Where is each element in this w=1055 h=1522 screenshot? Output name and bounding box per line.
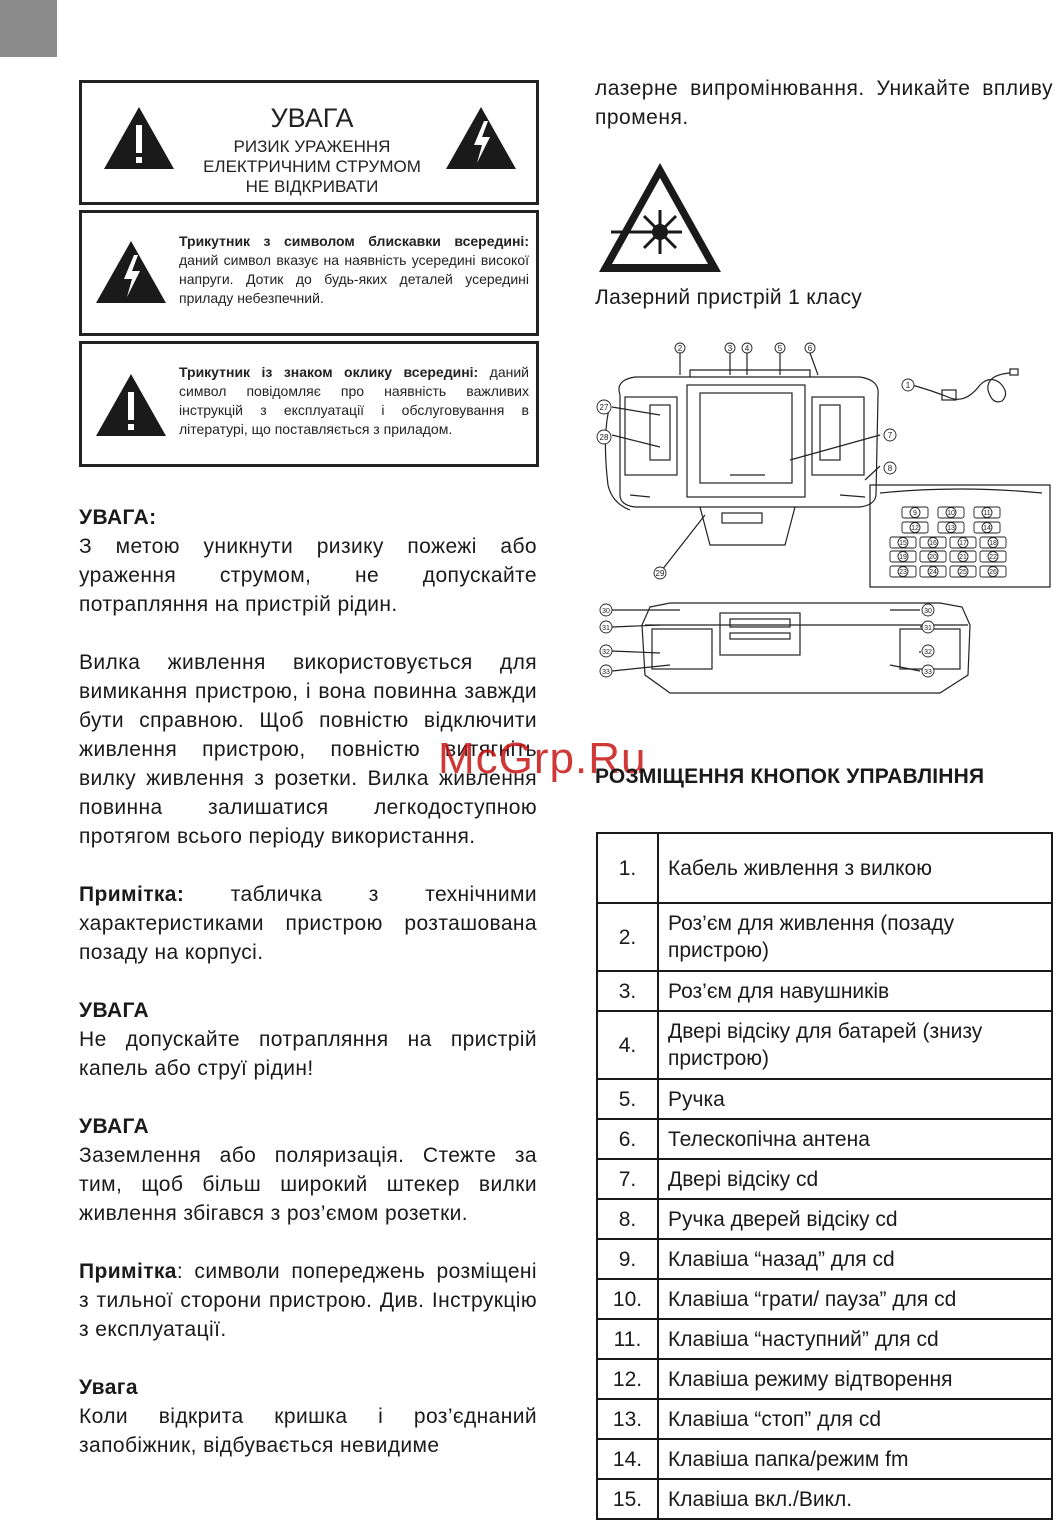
paragraph-text: табличка з технічними характеристиками пристрою розташована позаду на корпусі. xyxy=(79,883,537,964)
table-row xyxy=(597,1319,1052,1359)
laser-caption: Лазерний пристрій 1 класу xyxy=(595,286,863,309)
paragraph-heading: Примітка: xyxy=(79,883,185,906)
paragraph-text: Не допускайте потрапляння на пристрій капель або струї рідин! xyxy=(79,1028,537,1080)
keypad-label: 12 xyxy=(911,525,919,532)
item-description: Клавіша “назад” для cd xyxy=(658,1239,1052,1279)
keypad-label: 25 xyxy=(959,569,967,576)
exclamation-heading: Трикутник із знаком оклику всередині: xyxy=(179,364,479,380)
item-number: 5. xyxy=(597,1079,658,1119)
page-corner-tab xyxy=(0,0,57,57)
item-number: 3. xyxy=(597,971,658,1011)
keypad-label: 26 xyxy=(989,569,997,576)
table-row xyxy=(597,1279,1052,1319)
keypad-label: 21 xyxy=(959,554,967,561)
keypad-label: 23 xyxy=(899,569,907,576)
label-31-left: 31 xyxy=(602,625,610,632)
label-27: 27 xyxy=(599,403,609,412)
keypad-label: 18 xyxy=(989,540,997,547)
item-number: 6. xyxy=(597,1119,658,1159)
table-row xyxy=(597,1359,1052,1399)
table-row xyxy=(597,1199,1052,1239)
warning-box xyxy=(79,80,539,205)
table-row xyxy=(597,833,1052,903)
item-description: Двері відсіку для батарей (знизу пристрою) xyxy=(658,1011,1052,1079)
table-row xyxy=(597,1399,1052,1439)
paragraph-heading: УВАГА xyxy=(79,1115,150,1138)
item-description: Клавіша “стоп” для cd xyxy=(658,1399,1052,1439)
paragraph xyxy=(79,503,537,619)
exclamation-explanation-box xyxy=(79,341,539,467)
table-row xyxy=(597,1079,1052,1119)
keypad-label: 16 xyxy=(929,540,937,547)
label-5: 5 xyxy=(777,344,783,353)
section-title: РОЗМІЩЕННЯ КНОПОК УПРАВЛІННЯ xyxy=(595,765,985,788)
label-32-right: 32 xyxy=(924,649,932,656)
paragraph-text: Вилка живлення використовується для вимикання пристрою, і вона повинна завжди бути справною. Щоб повністю відключити живлення пристрою, повністю витягніть вилку живлення з розетки. Вилка живлення повинна залишатися легкодоступною протягом всього періоду використання. xyxy=(79,651,537,848)
paragraph-text: З метою уникнути ризику пожежі або ураження струмом, не допускайте потрапляння на пристрій рідин. xyxy=(79,535,537,616)
paragraph-text: Коли відкрита кришка і роз’єднаний запобіжник, відбувається невидиме xyxy=(79,1405,537,1457)
label-28: 28 xyxy=(599,433,609,442)
item-description: Ручка xyxy=(658,1079,1052,1119)
controls-table xyxy=(596,832,1053,1520)
lightning-text: даний символ вказує на наявність усередині високої напруги. Дотик до будь-яких деталей усередині приладу небезпечний. xyxy=(179,252,529,306)
item-description: Двері відсіку cd xyxy=(658,1159,1052,1199)
item-number: 8. xyxy=(597,1199,658,1239)
lightning-triangle-icon xyxy=(444,105,518,171)
paragraph-text: : символи попереджень розміщені з тильної сторони пристрою. Див. Інструкцію з експлуатації. xyxy=(79,1260,537,1341)
item-number: 1. xyxy=(597,833,658,903)
table-row xyxy=(597,1159,1052,1199)
item-number: 13. xyxy=(597,1399,658,1439)
lightning-description xyxy=(179,232,529,308)
item-number: 4. xyxy=(597,1011,658,1079)
item-number: 12. xyxy=(597,1359,658,1399)
item-description: Клавіша “наступний” для cd xyxy=(658,1319,1052,1359)
item-description: Клавіша “грати/ пауза” для cd xyxy=(658,1279,1052,1319)
laser-warning-text: лазерне випромінювання. Уникайте впливу променя. xyxy=(595,77,1053,129)
item-description: Клавіша вкл./Викл. xyxy=(658,1479,1052,1519)
table-row xyxy=(597,1439,1052,1479)
keypad-label: 13 xyxy=(947,525,955,532)
lightning-explanation-box xyxy=(79,210,539,336)
left-column xyxy=(79,503,537,1460)
keypad-label: 9 xyxy=(913,510,917,517)
item-description: Роз’єм для живлення (позаду пристрою) xyxy=(658,903,1052,971)
table-row xyxy=(597,903,1052,971)
device-diagram xyxy=(590,335,1055,705)
warning-line-3: НЕ ВІДКРИВАТИ xyxy=(245,177,379,196)
label-8: 8 xyxy=(887,464,893,473)
label-3: 3 xyxy=(727,344,733,353)
label-2: 2 xyxy=(677,344,683,353)
label-33-right: 33 xyxy=(924,669,932,676)
item-description: Роз’єм для навушників xyxy=(658,971,1052,1011)
paragraph-heading: Увага xyxy=(79,1376,139,1399)
keypad-label: 20 xyxy=(929,554,937,561)
warning-line-1: РИЗИК УРАЖЕННЯ xyxy=(233,137,391,156)
keypad-label: 11 xyxy=(983,510,991,517)
paragraph-text: Заземлення або поляризація. Стежте за тим, щоб більш широкий штекер вилки живлення збігався з роз’ємом розетки. xyxy=(79,1144,537,1225)
label-6: 6 xyxy=(807,344,813,353)
paragraph-heading: УВАГА: xyxy=(79,506,157,529)
keypad-label: 24 xyxy=(929,569,937,576)
label-30-right: 30 xyxy=(924,608,932,615)
keypad-label: 22 xyxy=(989,554,997,561)
item-number: 14. xyxy=(597,1439,658,1479)
table-row xyxy=(597,1239,1052,1279)
exclamation-description xyxy=(179,363,529,439)
lightning-triangle-icon xyxy=(94,239,168,305)
keypad-label: 19 xyxy=(899,554,907,561)
item-description: Телескопічна антена xyxy=(658,1119,1052,1159)
label-33-left: 33 xyxy=(602,669,610,676)
table-row xyxy=(597,971,1052,1011)
paragraph xyxy=(79,1257,537,1344)
label-31-right: 31 xyxy=(924,625,932,632)
keypad-label: 14 xyxy=(983,525,991,532)
warning-title: УВАГА xyxy=(270,103,354,133)
label-30-left: 30 xyxy=(602,608,610,615)
label-1: 1 xyxy=(905,381,911,390)
item-description: Клавіша режиму відтворення xyxy=(658,1359,1052,1399)
paragraph xyxy=(79,996,537,1083)
label-29: 29 xyxy=(655,569,665,578)
item-description: Клавіша папка/режим fm xyxy=(658,1439,1052,1479)
item-number: 11. xyxy=(597,1319,658,1359)
item-number: 7. xyxy=(597,1159,658,1199)
warning-line-2: ЕЛЕКТРИЧНИМ СТРУМОМ xyxy=(203,157,421,176)
exclamation-triangle-icon xyxy=(102,105,176,171)
label-7: 7 xyxy=(887,431,893,440)
label-32-left: 32 xyxy=(602,649,610,656)
item-number: 9. xyxy=(597,1239,658,1279)
keypad-label: 15 xyxy=(899,540,907,547)
paragraph xyxy=(79,1373,537,1460)
paragraph xyxy=(79,880,537,967)
item-description: Ручка дверей відсіку cd xyxy=(658,1199,1052,1239)
keypad-label: 10 xyxy=(947,510,955,517)
table-row xyxy=(597,1119,1052,1159)
lightning-heading: Трикутник з символом блискавки всередині: xyxy=(179,233,529,249)
item-description: Кабель живлення з вилкою xyxy=(658,833,1052,903)
paragraph xyxy=(79,1112,537,1228)
keypad-label: 17 xyxy=(959,540,967,547)
paragraph-heading: Примітка xyxy=(79,1260,177,1283)
table-row xyxy=(597,1011,1052,1079)
paragraph-heading: УВАГА xyxy=(79,999,150,1022)
item-number: 2. xyxy=(597,903,658,971)
watermark: McGrp.Ru xyxy=(438,734,647,783)
exclamation-text: даний символ повідомляє про наявність важливих інструкцій з експлуатації і обслуговування в літературі, що поставляється з приладом. xyxy=(179,364,529,437)
exclamation-triangle-icon xyxy=(94,372,168,438)
item-number: 15. xyxy=(597,1479,658,1519)
table-row xyxy=(597,1479,1052,1519)
laser-warning-icon xyxy=(596,160,724,276)
item-number: 10. xyxy=(597,1279,658,1319)
label-4: 4 xyxy=(744,344,750,353)
